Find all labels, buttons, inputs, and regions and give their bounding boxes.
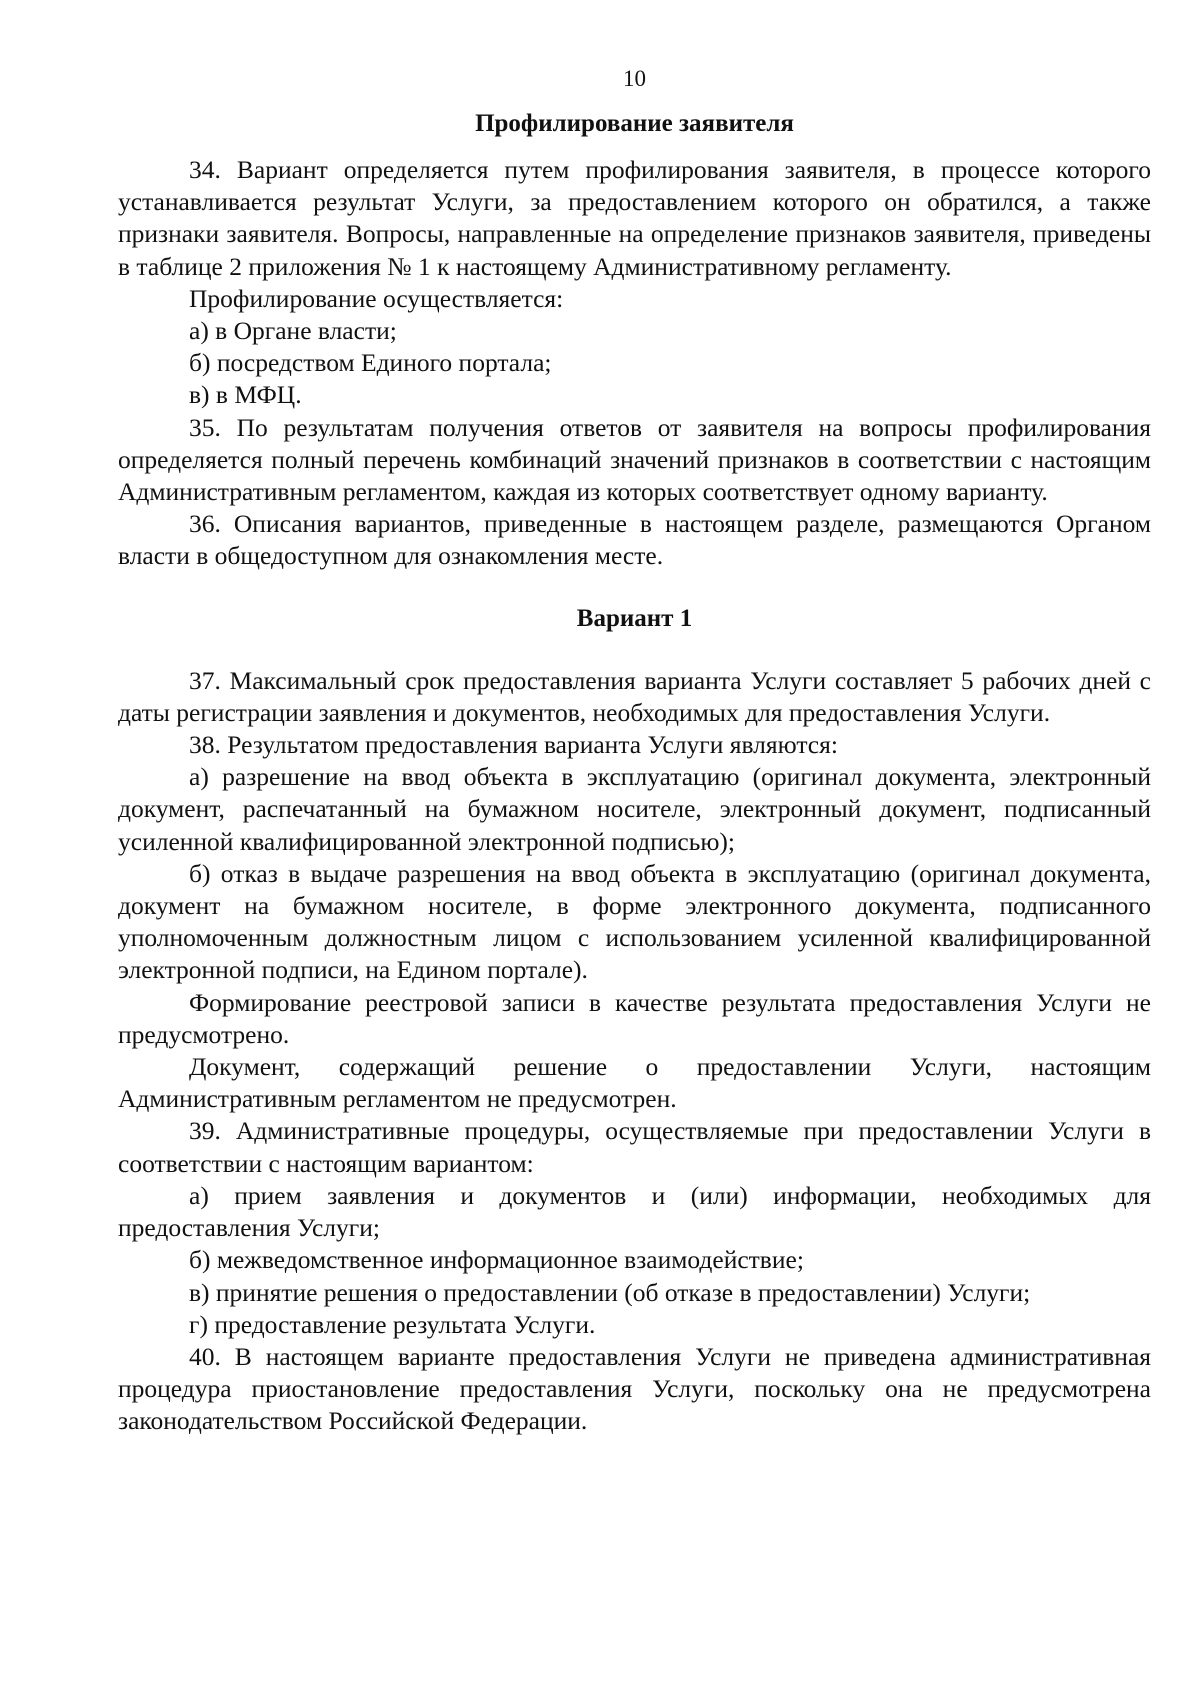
paragraph-registry: Формирование реестровой записи в качестве результата предоставления Услуги не предусмотрено. [118,987,1151,1049]
paragraph-36: 36. Описания вариантов, приведенные в настоящем разделе, размещаются Органом власти в общедоступном для ознакомления месте. [118,509,1151,571]
list-item-v: в) принятие решения о предоставлении (об отказе в предоставлении) Услуги; [189,1277,1031,1307]
section-heading-variant-1: Вариант 1 [576,604,693,632]
list-item-b: б) межведомственное информационное взаимодействие; [189,1245,804,1275]
paragraph-40: 40. В настоящем варианте предоставления Услуги не приведена административная процедура приостановление предоставления Услуги, поскольку она не предусмотрена законодательством Российской Федерации. [118,1341,1151,1436]
document-page [118,64,1151,1438]
list-item-a: а) разрешение на ввод объекта в эксплуатацию (оригинал документа, электронный документ, распечатанный на бумажном носителе, электронный документ, подписанный усиленной квалифицированной электронной подписью); [118,762,1151,856]
list-item-g: г) предоставление результата Услуги. [189,1309,596,1339]
paragraph-decision-document: Документ, содержащий решение о предоставлении Услуги, настоящим Административным регламентом не предусмотрен. [118,1052,1151,1114]
paragraph-35: 35. По результатам получения ответов от заявителя на вопросы профилирования определяется полный перечень комбинаций значений признаков в соответствии с настоящим Административным регламентом, каждая из которых соответствует одному варианту. [118,412,1151,507]
list-item-b: б) посредством Единого портала; [189,348,552,378]
paragraph-39: 39. Административные процедуры, осуществляемые при предоставлении Услуги в соответствии с настоящим вариантом: [118,1116,1151,1178]
paragraph-34: 34. Вариант определяется путем профилирования заявителя, в процессе которого устанавливается результат Услуги, за предоставлением которого он обратился, а также признаки заявителя. Вопросы, направленные на определение признаков заявителя, приведены в таблице 2 приложения № 1 к настоящему Административному регламенту. [118,155,1151,281]
paragraph-38: 38. Результатом предоставления варианта Услуги являются: [189,730,838,760]
list-item-a: а) прием заявления и документов и (или) информации, необходимых для предоставления Услуги; [118,1180,1151,1243]
section-heading-profiling: Профилирование заявителя [475,110,794,137]
paragraph-profiling-intro: Профилирование осуществляется: [189,283,564,313]
list-item-a: а) в Органе власти; [189,316,397,346]
page-number: 10 [623,66,646,91]
list-item-b: б) отказ в выдаче разрешения на ввод объекта в эксплуатацию (оригинал документа, документ на бумажном носителе, в форме электронного документа, подписанного уполномоченным должностным лицом с использованием усиленной квалифицированной электронной подписи, на Едином портале). [118,858,1151,985]
list-item-v: в) в МФЦ. [189,380,302,410]
paragraph-37: 37. Максимальный срок предоставления варианта Услуги составляет 5 рабочих дней с даты регистрации заявления и документов, необходимых для предоставления Услуги. [118,665,1151,727]
